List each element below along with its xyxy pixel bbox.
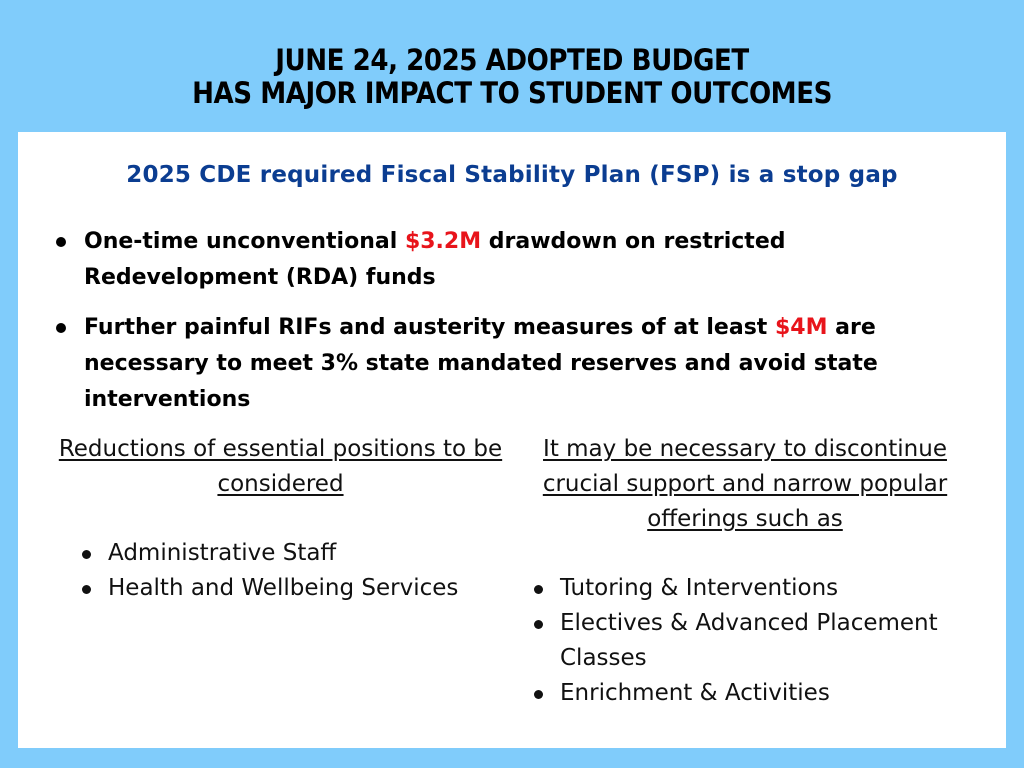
list-item-label: Electives & Advanced Placement Classes	[560, 610, 938, 671]
title-line-2: HAS MAJOR IMPACT TO STUDENT OUTCOMES	[192, 76, 832, 110]
title-line-1: JUNE 24, 2025 ADOPTED BUDGET	[275, 43, 749, 77]
bullet-text-after: drawdown on restricted Redevelopment (RDA) funds	[84, 229, 786, 290]
list-item	[510, 676, 980, 711]
slide-title	[51, 44, 973, 110]
bullet-dot-icon	[534, 620, 543, 629]
offerings-heading: It may be necessary to discontinue crucial support and narrow popular offerings such as	[542, 436, 948, 532]
bullet-highlight-amount: $3.2M	[404, 229, 482, 254]
bullet-text-after: are necessary to meet 3% state mandated reserves and avoid state interventions	[84, 315, 878, 412]
bullet-dot-icon	[56, 237, 66, 247]
list-item-label: Enrichment & Activities	[560, 680, 830, 706]
bullet-text-before: One-time unconventional	[84, 229, 405, 254]
list-item-label: Tutoring & Interventions	[560, 575, 839, 601]
offerings-list	[510, 571, 980, 711]
offerings-column	[510, 432, 980, 711]
list-item-label: Administrative Staff	[108, 540, 337, 566]
list-item	[58, 571, 503, 606]
list-item	[58, 536, 503, 571]
bullet-dot-icon	[534, 585, 543, 594]
bullet-highlight-amount: $4M	[774, 315, 828, 340]
bullet-dot-icon	[56, 323, 66, 333]
bullet-rda-drawdown	[54, 224, 974, 296]
bullet-dot-icon	[82, 550, 91, 559]
content-card	[18, 132, 1006, 748]
bullet-dot-icon	[82, 585, 91, 594]
bullet-dot-icon	[534, 690, 543, 699]
positions-heading: Reductions of essential positions to be considered	[58, 436, 503, 497]
bullet-austerity-measures	[54, 310, 974, 418]
list-item-label: Health and Wellbeing Services	[108, 575, 459, 601]
bullet-text-before: Further painful RIFs and austerity measures of at least	[84, 315, 775, 340]
main-bullet-list	[54, 224, 974, 432]
list-item	[510, 606, 980, 676]
positions-list	[58, 536, 503, 606]
list-item	[510, 571, 980, 606]
subtitle: 2025 CDE required Fiscal Stability Plan (FSP) is a stop gap	[126, 162, 898, 188]
positions-column	[58, 432, 503, 606]
